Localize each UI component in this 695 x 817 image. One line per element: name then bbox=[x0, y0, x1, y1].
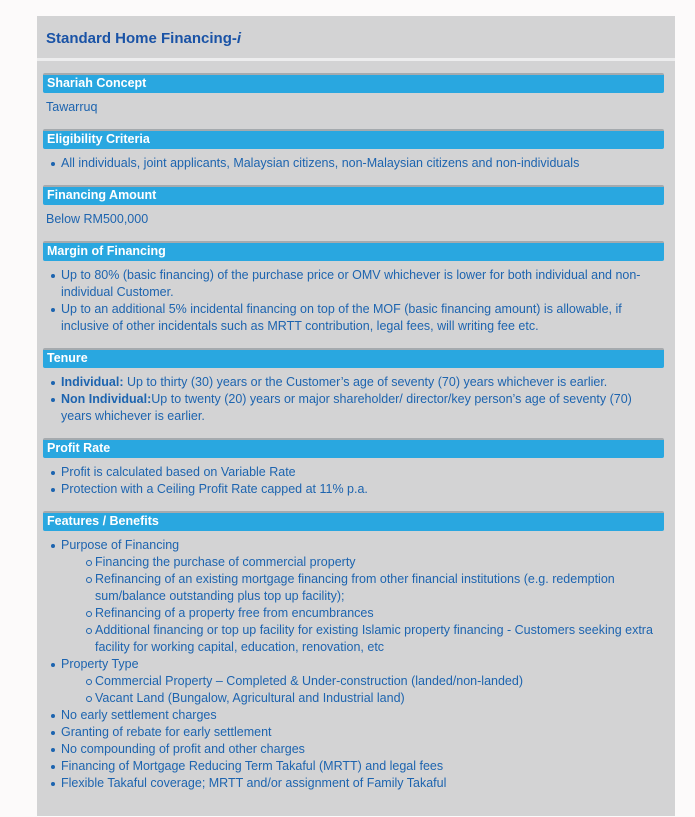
property-type-sublist bbox=[61, 673, 664, 707]
profit-rate-list bbox=[43, 464, 664, 498]
tenure-item-text: Up to thirty (30) years or the Customer’s age of seventy (70) years whichever is earlier. bbox=[123, 375, 608, 389]
page-title-italic-suffix: i bbox=[236, 30, 242, 47]
list-item: Up to 80% (basic financing) of the purchase price or OMV whichever is lower for both individual and non-individual Customer. bbox=[43, 267, 664, 301]
list-item: Financing of Mortgage Reducing Term Takaful (MRTT) and legal fees bbox=[43, 758, 664, 775]
sub-list-item: Commercial Property – Completed & Under-construction (landed/non-landed) bbox=[61, 673, 664, 690]
section-header-margin-of-financing: Margin of Financing bbox=[43, 241, 664, 261]
section-header-eligibility-criteria: Eligibility Criteria bbox=[43, 129, 664, 149]
card-body bbox=[37, 73, 675, 816]
section-tenure bbox=[43, 348, 664, 425]
title-band bbox=[37, 16, 675, 58]
list-item bbox=[43, 537, 664, 656]
section-header-shariah-concept: Shariah Concept bbox=[43, 73, 664, 93]
feature-item-text: Property Type bbox=[61, 657, 139, 671]
sub-list-item: Financing the purchase of commercial property bbox=[61, 554, 664, 571]
list-item: Protection with a Ceiling Profit Rate capped at 11% p.a. bbox=[43, 481, 664, 498]
feature-item-text: Purpose of Financing bbox=[61, 538, 180, 552]
list-item bbox=[43, 656, 664, 707]
page-title-text: Standard Home Financing- bbox=[46, 30, 237, 47]
list-item: Granting of rebate for early settlement bbox=[43, 724, 664, 741]
eligibility-criteria-list bbox=[43, 155, 664, 172]
section-header-tenure: Tenure bbox=[43, 348, 664, 368]
section-eligibility-criteria bbox=[43, 129, 664, 172]
list-item: Up to an additional 5% incidental financing on top of the MOF (basic financing amount) is allowable, if inclusive of other incidentals such as MRTT contribution, legal fees, will writing fee etc. bbox=[43, 301, 664, 335]
list-item: Profit is calculated based on Variable Rate bbox=[43, 464, 664, 481]
section-header-profit-rate: Profit Rate bbox=[43, 438, 664, 458]
section-features-benefits bbox=[43, 511, 664, 792]
sub-list-item: Refinancing of an existing mortgage financing from other financial institutions (e.g. redemption sum/balance outstanding plus top up facility); bbox=[61, 571, 664, 605]
features-benefits-list bbox=[43, 537, 664, 792]
page-title bbox=[46, 30, 666, 48]
tenure-list bbox=[43, 374, 664, 425]
sub-list-item: Additional financing or top up facility for existing Islamic property financing - Customers seeking extra facility for working capital, education, renovation, etc bbox=[61, 622, 664, 656]
list-item: All individuals, joint applicants, Malaysian citizens, non-Malaysian citizens and non-individuals bbox=[43, 155, 664, 172]
tenure-item-text: Up to twenty (20) years or major shareholder/ director/key person’s age of seventy (70) years whichever is earlier. bbox=[61, 392, 632, 423]
financing-amount-value: Below RM500,000 bbox=[46, 212, 149, 226]
product-info-card bbox=[37, 16, 675, 816]
section-financing-amount bbox=[43, 185, 664, 228]
sub-list-item: Refinancing of a property free from encumbrances bbox=[61, 605, 664, 622]
section-header-financing-amount: Financing Amount bbox=[43, 185, 664, 205]
margin-of-financing-list bbox=[43, 267, 664, 335]
shariah-concept-value: Tawarruq bbox=[46, 100, 98, 114]
title-divider bbox=[37, 58, 675, 61]
list-item bbox=[43, 374, 664, 391]
list-item: No compounding of profit and other charges bbox=[43, 741, 664, 758]
list-item: Flexible Takaful coverage; MRTT and/or assignment of Family Takaful bbox=[43, 775, 664, 792]
purpose-of-financing-sublist bbox=[61, 554, 664, 656]
section-header-features-benefits: Features / Benefits bbox=[43, 511, 664, 531]
sub-list-item: Vacant Land (Bungalow, Agricultural and Industrial land) bbox=[61, 690, 664, 707]
section-shariah-concept bbox=[43, 73, 664, 116]
tenure-item-bold-prefix: Individual: bbox=[61, 375, 124, 389]
list-item: No early settlement charges bbox=[43, 707, 664, 724]
tenure-item-bold-prefix: Non Individual: bbox=[61, 392, 152, 406]
list-item bbox=[43, 391, 664, 425]
section-profit-rate bbox=[43, 438, 664, 498]
section-margin-of-financing bbox=[43, 241, 664, 335]
